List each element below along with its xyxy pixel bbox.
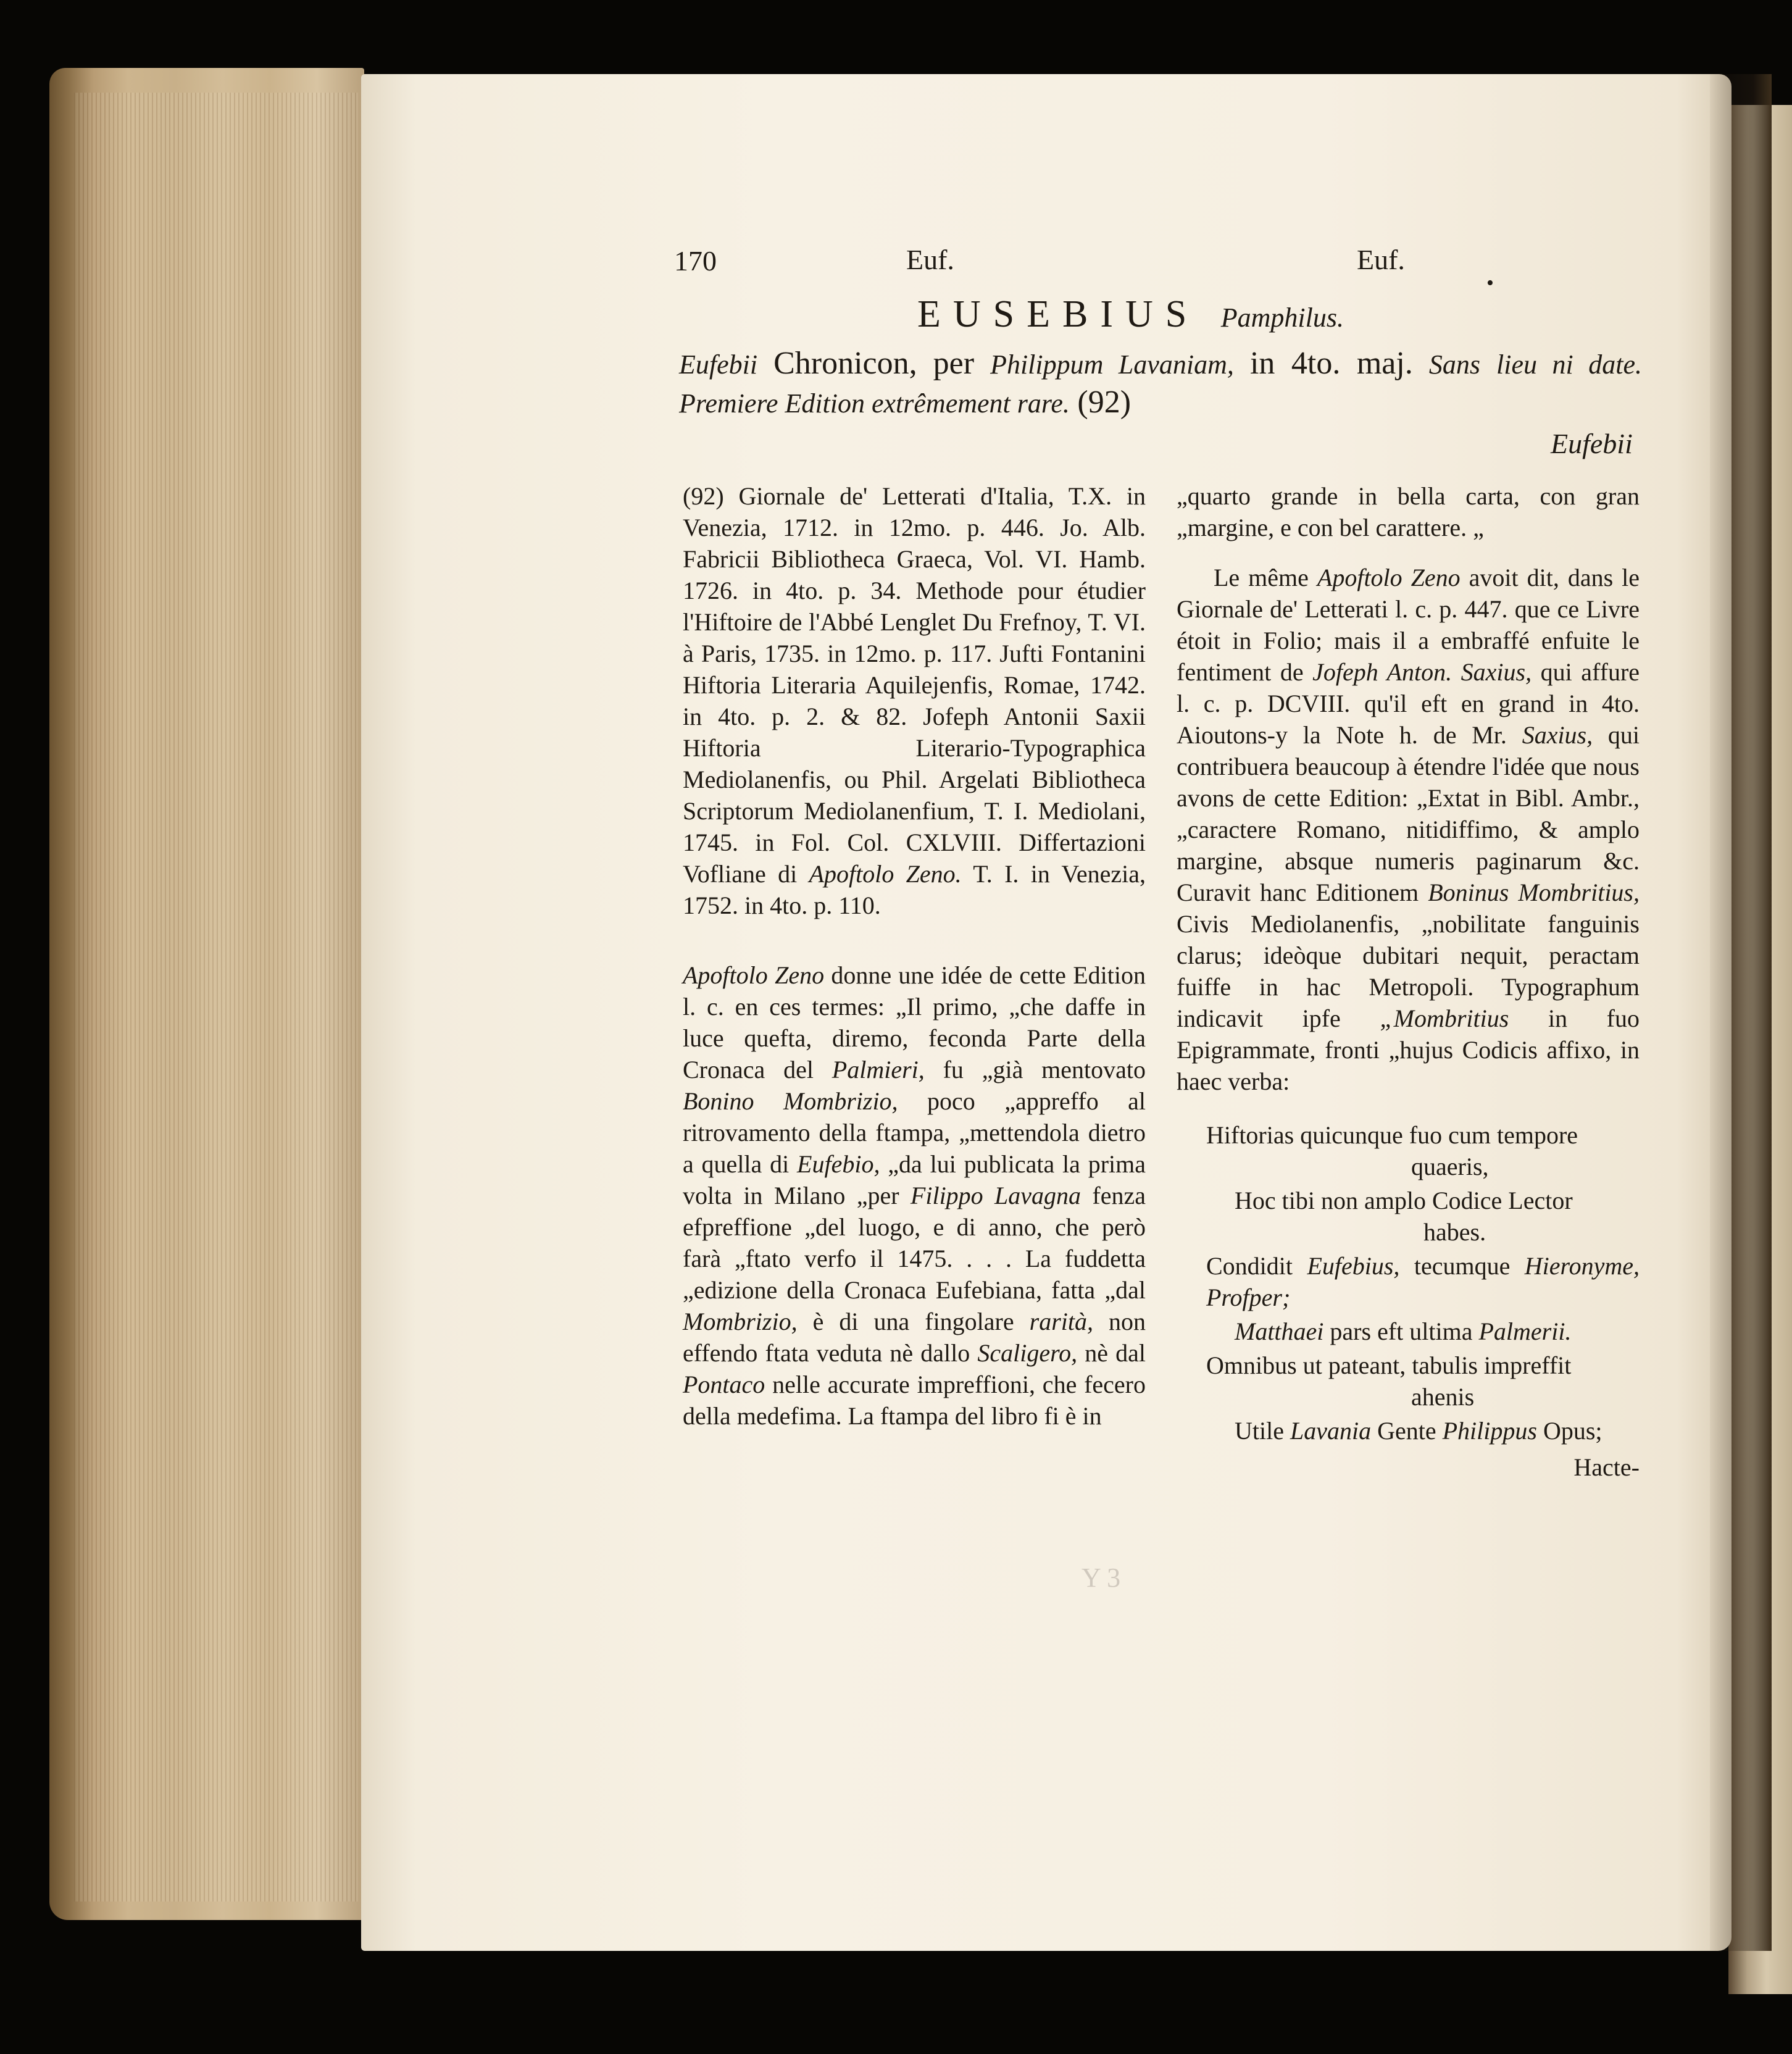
saxius-paragraph: [1177, 562, 1640, 1097]
zeno-text-f: è di una fingolare: [812, 1308, 1014, 1335]
author-name: EUSEBIUS: [917, 293, 1199, 335]
verse6-lavania: Lavania: [1290, 1417, 1372, 1445]
verse6-b: Gente: [1377, 1417, 1436, 1445]
entry-format: in 4to. maj.: [1249, 346, 1413, 381]
verse6-c: Opus;: [1543, 1417, 1602, 1445]
verse3-prosper: Profper;: [1206, 1284, 1291, 1311]
zeno-name: Apoftolo Zeno: [683, 961, 825, 989]
verse-line-1: Hiftorias quicunque fuo cum tempore: [1206, 1121, 1578, 1149]
verse-line-2b: habes.: [1423, 1218, 1486, 1246]
epigram: [1177, 1119, 1640, 1483]
zeno-scaligero: Scaligero,: [977, 1339, 1078, 1367]
zeno-mombrizio: Bonino Mombrizio,: [683, 1087, 898, 1115]
verse-line-2: Hoc tibi non amplo Codice Lector: [1235, 1187, 1573, 1214]
verse4-matthaei: Matthaei: [1235, 1317, 1324, 1345]
catchword-top: Eufebii: [1551, 428, 1633, 459]
p2-mombritius-2: „Mombritius: [1380, 1004, 1509, 1032]
footnote-92: [683, 480, 1146, 921]
zeno-paragraph: [683, 959, 1146, 1432]
zeno-lavagna: Filippo Lavagna: [910, 1182, 1081, 1209]
zeno-text-h: nè dal: [1085, 1339, 1146, 1367]
verse-line-6: [1177, 1415, 1640, 1447]
verse3-hieronyme: Hieronyme,: [1524, 1252, 1640, 1280]
gutter-shadow: [1710, 74, 1772, 1951]
footnote-end: T. I. in Venezia, 1752. in 4to. p. 110.: [683, 860, 1146, 919]
ink-dot: •: [1486, 272, 1494, 294]
quote-continuation: „quarto grande in bella carta, con gran „margine, e con bel carattere. „: [1177, 482, 1640, 541]
right-column: [1177, 480, 1640, 1483]
entry-work: Chronicon,: [773, 346, 917, 381]
zeno-text-g: non effendo ftata veduta nè dallo: [683, 1308, 1146, 1367]
verse6-a: Utile: [1235, 1417, 1284, 1445]
p2-mombritius: Boninus Mombritius,: [1428, 879, 1640, 906]
zeno-text-c: poco „appreffo al ritrovamento della ftampa, „mettendola dietro a quella di: [683, 1087, 1146, 1178]
entry-note-ref: (92): [1077, 385, 1131, 420]
zeno-mombrizio-2: Mombrizio,: [683, 1308, 798, 1335]
verse4-palmerii: Palmerii.: [1478, 1317, 1572, 1345]
verse-line-1b: quaeris,: [1411, 1153, 1489, 1180]
verse-line-3: [1177, 1250, 1640, 1313]
p2-text-f: in fuo Epigrammate, fronti „hujus Codicis affixo, in haec verba:: [1177, 1004, 1640, 1095]
verse3-eusebius: Eufebius,: [1307, 1252, 1400, 1280]
entry-per: per: [933, 346, 975, 381]
entry-translator: Philippum Lavaniam,: [990, 349, 1234, 380]
left-column: [683, 480, 1146, 1432]
zeno-text-i: nelle accurate impreffioni, che fecero della medefima. La ftampa del libro fi è in: [683, 1371, 1146, 1430]
verse-line-4: [1177, 1316, 1640, 1347]
page-edge-texture: [74, 93, 358, 1902]
page-number: 170: [674, 245, 717, 277]
verse6-philippus: Philippus: [1442, 1417, 1537, 1445]
footnote-text: (92) Giornale de' Letterati d'Italia, T.X. in Venezia, 1712. in 12mo. p. 446. Jo. Alb. Fabricii Bibliotheca Graeca, Vol. VI. Hamb. 1726. in 4to. p. 34. Methode pour étudier l'Hiftoire de l'Abbé Lenglet Du Frefnoy, T. VI. à Paris, 1735. in 12mo. p. 117. Jufti Fontanini Hiftoria Literaria Aquilejenfis, Romae, 1742. in 4to. p. 2. & 82. Jofeph Antonii Saxii Hiftoria Literario-Typographica Mediolanenfis, ou Phil. Argelati Bibliotheca Scriptorum Mediolanenfium, T. I. Mediolani, 1745. in Fol. Col. CXLVIII. Differtazioni Vofliane di: [683, 482, 1146, 888]
p2-text-e: Civis Mediolanenfis, „nobilitate fanguinis clarus; ideòque dubitari nequit, peractam fuiffe in hac Metropoli. Typographum indicavit ipfe: [1177, 910, 1640, 1032]
running-head-right: Euf.: [1357, 244, 1405, 275]
zeno-eusebio: Eufebio,: [797, 1150, 880, 1178]
catchword-bottom: Hacte-: [1573, 1453, 1640, 1481]
author-epithet: Pamphilus.: [1220, 303, 1344, 333]
book-entry: [679, 344, 1642, 422]
entry-sans: Sans: [1428, 349, 1480, 380]
verse-line-5: Omnibus ut pateant, tabulis impreffit: [1206, 1351, 1572, 1379]
zeno-pontaco: Pontaco: [683, 1371, 765, 1398]
zeno-text-a: donne une idée de cette Edition l. c. en ces termes: „Il primo, „che daffe in luce quefta, diremo, feconda Parte della Cronaca del: [683, 961, 1146, 1083]
p2-saxius-2: Saxius,: [1522, 721, 1593, 749]
p2-text-a: Le même: [1214, 564, 1309, 591]
footnote-italic: Apoftolo Zeno.: [809, 860, 962, 888]
zeno-text-b: fu „già mentovato: [943, 1056, 1146, 1083]
zeno-text-d: „da lui publicata la prima volta in Milano „per: [683, 1150, 1146, 1209]
verse3-b: tecumque: [1414, 1252, 1511, 1280]
entry-rarity: Premiere Edition extrêmement rare.: [679, 388, 1070, 419]
entry-title: [917, 293, 1344, 336]
verse4-b: pars eft ultima: [1330, 1317, 1473, 1345]
p2-saxius: Jofeph Anton. Saxius,: [1312, 658, 1532, 686]
verse-line-5b: ahenis: [1411, 1383, 1475, 1411]
zeno-text-e: fenza efpreffione „del luogo, e di anno, che però farà „ftato verfo il 1475. . . . La fuddetta „edizione della Cronaca Eufebiana, fatta „dal: [683, 1182, 1146, 1304]
entry-work-italic: Eufebii: [679, 349, 758, 380]
show-through-signature: Y 3: [1081, 1563, 1121, 1593]
p2-text-d: qui contribuera beaucoup à étendre l'idée que nous avons de cette Edition: „Extat in Bibl. Ambr., „caractere Romano, nitidiffimo, & amplo margine, absque numeris paginarum &c. Curavit hanc Editionem: [1177, 721, 1640, 906]
zeno-rarita: rarità,: [1029, 1308, 1093, 1335]
p2-text-b: avoit dit, dans le Giornale de' Letterati l. c. p. 447. que ce Livre étoit in Folio; mais il a embraffé enfuite le fentiment de: [1177, 564, 1640, 686]
p2-text-c: qui affure l. c. p. DCVIII. qu'il eft en grand in 4to. Aioutons-y la Note h. de Mr.: [1177, 658, 1640, 749]
verse3-a: Condidit: [1206, 1252, 1293, 1280]
entry-no-place: lieu ni date.: [1496, 349, 1642, 380]
p2-zeno: Apoftolo Zeno: [1317, 564, 1461, 591]
running-head-left: Euf.: [906, 244, 954, 275]
zeno-palmieri: Palmieri,: [831, 1056, 925, 1083]
